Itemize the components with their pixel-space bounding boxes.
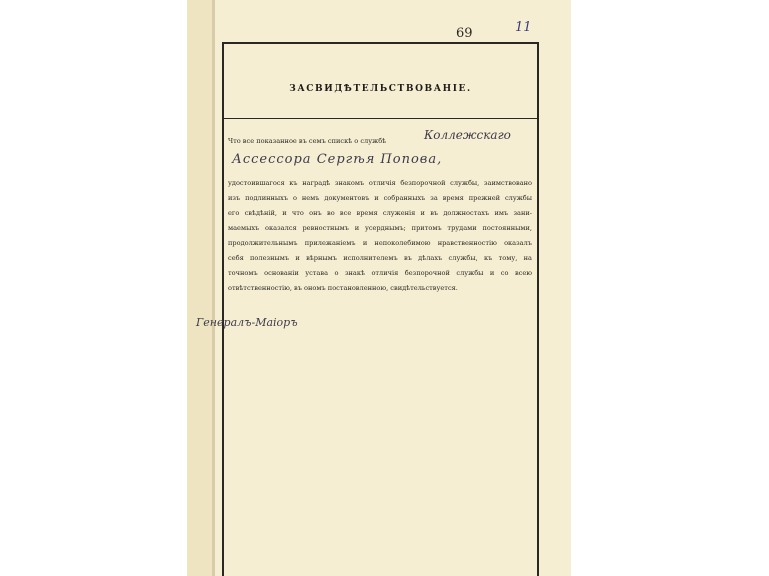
frame-right-rule <box>537 42 539 576</box>
intro-line: Что все показанное въ семъ спискѣ о службѣ <box>228 137 387 145</box>
handwritten-name: Ассессора Сергѣя Попова, <box>232 152 443 167</box>
body-line: удостоившагося къ наградѣ знакомъ отличія безпорочной службы, заимствовано <box>228 179 532 187</box>
frame-left-rule <box>222 42 224 576</box>
margin-signature: Генералъ-Маіоръ <box>196 316 298 329</box>
body-line: маемыхъ оказался ревностнымъ и усерднымъ; притомъ трудами постоянными, <box>228 224 532 232</box>
body-line: продолжительнымъ прилежаніемъ и непоколебимою нравственностію оказалъ <box>228 239 532 247</box>
body-line: себя полезнымъ и вѣрнымъ исполнителемъ въ дѣлахъ службы, къ тому, на <box>228 254 532 262</box>
title-divider-rule <box>222 118 539 119</box>
body-line: изъ подлинныхъ о немъ документовъ и собранныхъ за время прежней службы <box>228 194 532 202</box>
handwritten-rank: Коллежскаго <box>424 128 511 142</box>
archive-mark: 11 <box>515 20 532 35</box>
body-line: его свѣдѣній, и что онъ во все время служенія и въ должностахъ имъ зани- <box>228 209 532 217</box>
body-line: точномъ основаніи устава о знакѣ отличія безпорочной службы и со всею <box>228 269 532 277</box>
document-title: ЗАСВИДѢТЕЛЬСТВОВАНІЕ. <box>289 84 472 94</box>
binding-strip <box>187 0 215 576</box>
fold-line <box>212 0 215 576</box>
body-line: отвѣтственностію, въ ономъ постановленною, свидѣтельствуется. <box>228 284 458 292</box>
frame-top-rule <box>222 42 539 44</box>
page-number: 69 <box>456 26 473 41</box>
